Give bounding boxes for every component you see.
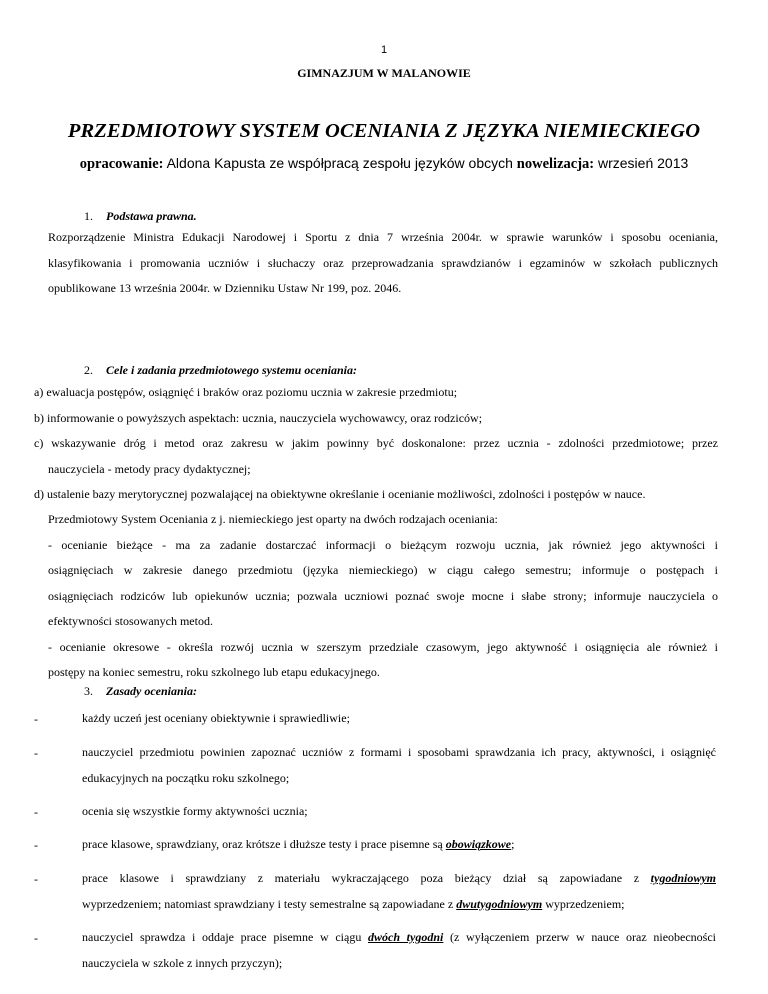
section-3-title: Zasady oceniania: <box>106 684 197 698</box>
page-number: 1 <box>380 44 388 56</box>
section-2-assessment <box>48 507 718 686</box>
section-1-heading <box>84 209 197 224</box>
emphasis: obowiązkowe <box>445 837 512 851</box>
author-label: opracowanie: <box>79 156 164 172</box>
rule-text: ocenia się wszystkie formy aktywności ucznia; <box>82 804 308 818</box>
intro-line: Przedmiotowy System Oceniania z j. niemieckiego jest oparty na dwóch rodzajach oceniania: <box>48 512 498 526</box>
text-line: Rozporządzenie Ministra Edukacji Narodowej i Sportu z dnia 7 września 2004r. w sprawie warunków i sposobu oceniania, <box>48 230 718 244</box>
text-line: nauczyciel przedmiotu powinien zapoznać uczniów z formami i sposobami sprawdzania ich pracy, aktywności, i osiągnięć <box>82 745 716 759</box>
document-title: PRZEDMIOTOWY SYSTEM OCENIANIA Z JĘZYKA NIEMIECKIEGO <box>67 120 701 142</box>
section-3-number: 3. <box>84 684 93 698</box>
bullet-dash: - <box>34 805 38 819</box>
section-3-heading <box>84 684 197 699</box>
text-part: (z wyłączeniem przerw w nauce oraz nieobecności <box>443 930 716 944</box>
bullet-dash: - <box>34 872 38 886</box>
section-2-goals <box>34 380 718 508</box>
bullet-dash: - <box>34 712 38 726</box>
text-line: - ocenianie okresowe - określa rozwój ucznia w szerszym przedziale czasowym, jego aktywność i osiągnięcia ale również i <box>48 639 718 654</box>
text-line: opublikowane 13 września 2004r. w Dzienniku Ustaw Nr 199, poz. 2046. <box>48 281 402 295</box>
rule-item <box>34 712 718 738</box>
goal-item: d) ustalenie bazy merytorycznej pozwalającej na obiektywne określanie i ocenianie możliwości, zdolności i postępów w nauce. <box>34 487 646 501</box>
section-2-number: 2. <box>84 363 93 377</box>
revision-label: nowelizacja: <box>516 156 595 172</box>
rule-item <box>34 931 718 983</box>
section-2-title: Cele i zadania przedmiotowego systemu oceniania: <box>106 363 357 377</box>
text-line: efektywności stosowanych metod. <box>48 614 213 628</box>
text-line: osiągnięciach rodziców lub opiekunów ucznia; pozwala uczniowi poznać swoje mocne i słabe strony; informuje nauczyciela o <box>48 588 718 603</box>
text-part: ; <box>511 837 515 851</box>
section-1-text <box>48 225 718 302</box>
text-line: nauczyciela w szkole z innych przyczyn); <box>82 955 283 970</box>
text-line <box>82 925 716 951</box>
goal-item: b) informowanie o powyższych aspektach: ucznia, nauczyciela wychowawcy, oraz rodziców; <box>34 410 483 425</box>
school-name: GIMNAZJUM W MALANOWIE <box>297 66 471 80</box>
bullet-dash: - <box>34 931 38 945</box>
section-2-heading <box>84 363 357 378</box>
text-part: nauczyciel sprawdza i oddaje prace pisemne w ciągu <box>82 930 368 944</box>
goal-item: c) wskazywanie dróg i metod oraz zakresu w jakim powinny być doskonalone: przez ucznia - zdolności przedmiotowe; przez <box>34 436 718 450</box>
text-part: wyprzedzeniem; <box>542 896 625 911</box>
goal-item: a) ewaluacja postępów, osiągnięć i braków oraz poziomu ucznia w zakresie przedmiotu; <box>34 385 458 399</box>
goal-item: nauczyciela - metody pracy dydaktycznej; <box>48 461 251 476</box>
text-line: klasyfikowania i promowania uczniów i słuchaczy oraz przeprowadzania sprawdzianów i egzaminów w szkołach publicznych <box>48 255 718 270</box>
section-1-title: Podstawa prawna. <box>106 209 197 223</box>
rule-text <box>82 866 716 917</box>
text-part: prace klasowe i sprawdziany z materiału wykraczającego poza bieżący dział są zapowiadane z <box>82 871 651 885</box>
section-1-number: 1. <box>84 209 93 223</box>
rule-text <box>82 925 716 976</box>
text-line: osiągnięciach w zakresie danego przedmiotu (języka niemieckiego) w ciągu całego semestru; informuje o postępach i <box>48 563 718 577</box>
text-part: wyprzedzeniem; natomiast sprawdziany i testy semestralne są zapowiadane z <box>82 896 457 911</box>
author-text: Aldona Kapusta ze współpracą zespołu języków obcych <box>163 155 517 171</box>
revision-text: wrzesień 2013 <box>594 155 689 171</box>
authors-line <box>0 155 768 173</box>
emphasis: tygodniowym <box>650 871 716 885</box>
emphasis: dwutygodniowym <box>456 896 543 911</box>
text-part: prace klasowe, sprawdziany, oraz krótsze i dłuższe testy i prace pisemne są <box>82 837 446 851</box>
rule-text <box>82 832 716 858</box>
text-line: postępy na koniec semestru, roku szkolnego lub etapu edukacyjnego. <box>48 665 380 679</box>
bullet-dash: - <box>34 838 38 852</box>
rule-item <box>34 805 718 831</box>
text-line <box>82 866 716 892</box>
emphasis: dwóch tygodni <box>368 930 444 944</box>
rule-text <box>82 740 716 791</box>
rule-item <box>34 872 718 924</box>
text-line: edukacyjnych na początku roku szkolnego; <box>82 770 290 785</box>
text-line: - ocenianie bieżące - ma za zadanie dostarczać informacji o bieżącym rozwoju ucznia, jak również jego aktywności i <box>48 537 718 552</box>
bullet-dash: - <box>34 746 38 760</box>
text-line <box>82 892 716 918</box>
rule-item <box>34 838 718 864</box>
rule-text: każdy uczeń jest oceniany obiektywnie i sprawiedliwie; <box>82 711 350 725</box>
rule-item <box>34 746 718 798</box>
